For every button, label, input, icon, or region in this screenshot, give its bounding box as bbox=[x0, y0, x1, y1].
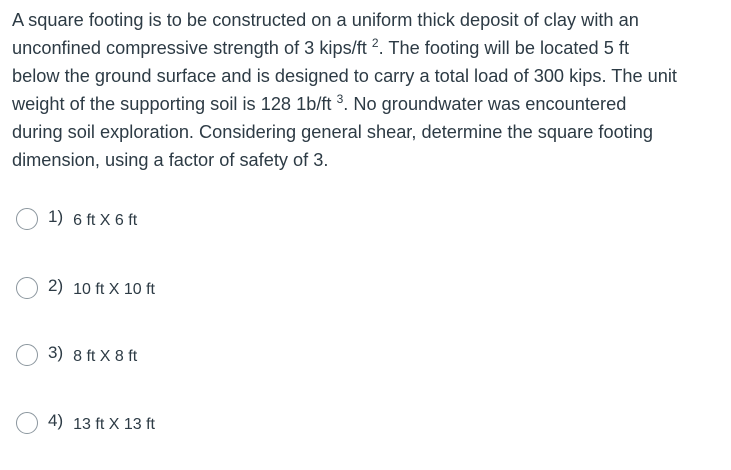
question-line bbox=[12, 6, 724, 34]
radio-button[interactable] bbox=[16, 344, 38, 366]
radio-button[interactable] bbox=[16, 277, 38, 299]
question-line-text: unconfined compressive strength of 3 kips/ft bbox=[12, 38, 367, 58]
option-label[interactable]: 13 ft X 13 ft bbox=[73, 416, 155, 433]
question-line-text: weight of the supporting soil is 128 1b/ft bbox=[12, 94, 332, 114]
answer-option-2[interactable] bbox=[16, 275, 155, 301]
answer-option-1[interactable] bbox=[16, 206, 137, 232]
question-line-text: during soil exploration. Considering general shear, determine the square footing bbox=[12, 122, 654, 142]
answer-option-3[interactable] bbox=[16, 342, 137, 368]
question-line bbox=[12, 90, 724, 118]
radio-button[interactable] bbox=[16, 208, 38, 230]
option-number: 1) bbox=[48, 207, 64, 226]
superscript: 2 bbox=[371, 36, 379, 50]
radio-button[interactable] bbox=[16, 412, 38, 434]
question-line-text: below the ground surface and is designed to carry a total load of 300 kips. The unit bbox=[12, 66, 677, 86]
question-line bbox=[12, 62, 724, 90]
answer-option-4[interactable] bbox=[16, 410, 155, 436]
option-label[interactable]: 10 ft X 10 ft bbox=[73, 281, 155, 298]
option-label[interactable]: 6 ft X 6 ft bbox=[73, 212, 138, 229]
question-line-text: . The footing will be located 5 ft bbox=[378, 38, 629, 58]
option-number: 4) bbox=[48, 411, 64, 430]
question-line bbox=[12, 146, 724, 174]
question-line bbox=[12, 34, 724, 62]
question-line-text: dimension, using a factor of safety of 3. bbox=[12, 150, 329, 170]
question-line-text: A square footing is to be constructed on a uniform thick deposit of clay with an bbox=[12, 10, 639, 30]
option-label[interactable]: 8 ft X 8 ft bbox=[73, 348, 138, 365]
question-line-text: . No groundwater was encountered bbox=[343, 94, 627, 114]
question-text bbox=[12, 6, 724, 174]
superscript: 3 bbox=[336, 92, 344, 106]
option-number: 3) bbox=[48, 343, 64, 362]
question-line bbox=[12, 118, 724, 146]
option-number: 2) bbox=[48, 276, 64, 295]
